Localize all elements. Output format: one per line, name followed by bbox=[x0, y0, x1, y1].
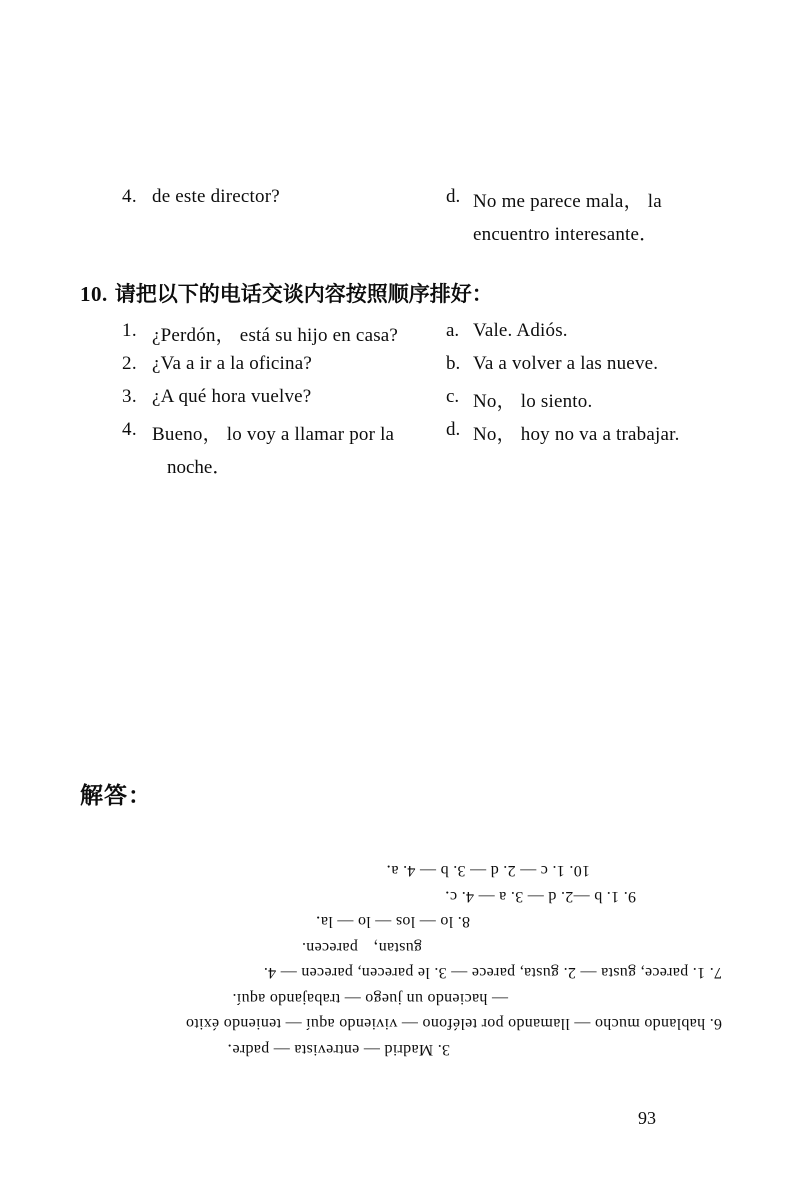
answer-letter: d. bbox=[446, 419, 461, 440]
answer-key-line: — haciendo un juego — trabajando aquí. bbox=[232, 990, 508, 1007]
answer-text-continuation: encuentro interesante． bbox=[473, 224, 659, 245]
question-text: Bueno， lo voy a llamar por la bbox=[152, 424, 395, 445]
table-row bbox=[0, 320, 798, 353]
page-number: 93 bbox=[638, 1108, 656, 1128]
answer-text: Va a volver a las nueve. bbox=[473, 353, 659, 374]
answer-key-block bbox=[60, 812, 740, 1062]
answers-heading: 解答： bbox=[80, 783, 152, 809]
question-number: 1. bbox=[122, 320, 138, 341]
question-text: ¿A qué hora vuelve? bbox=[152, 386, 312, 407]
continued-exercise-block bbox=[0, 186, 798, 252]
answer-key-line: 8. lo — los — lo — la． bbox=[304, 913, 470, 931]
exercise-number: 10. bbox=[80, 282, 108, 306]
question-text: ¿Perdón， está su hijo en casa? bbox=[152, 325, 399, 346]
answer-letter: b. bbox=[446, 353, 461, 374]
answer-text: No me parece mala， la bbox=[473, 191, 662, 212]
answer-key-line: 7. 1. parece, gusta — 2. gusta, parece — 3. le parecen, parecen — 4. bbox=[263, 964, 722, 982]
table-row bbox=[0, 419, 798, 452]
answer-key-line: 3. Madrid — entrevista — padre． bbox=[215, 1041, 450, 1058]
exercise-10-list bbox=[0, 320, 798, 485]
question-number: 3. bbox=[122, 386, 138, 407]
answer-key-line: 9. 1. b —2. d — 3. a — 4. c． bbox=[433, 888, 636, 905]
table-row bbox=[0, 353, 798, 386]
table-row bbox=[0, 386, 798, 419]
question-text: ¿Va a ir a la oficina? bbox=[152, 353, 312, 374]
answer-letter: d. bbox=[446, 186, 461, 207]
exercise-instruction-chinese: 请把以下的电话交谈内容按照顺序排好： bbox=[114, 282, 493, 306]
question-number: 4. bbox=[122, 419, 138, 440]
answer-key-line: gustan， parecen. bbox=[301, 939, 422, 956]
answer-text: Vale. Adiós. bbox=[473, 320, 568, 341]
question-text: de este director? bbox=[152, 186, 280, 207]
question-number: 2. bbox=[122, 353, 138, 374]
answer-text: No， hoy no va a trabajar. bbox=[473, 424, 680, 445]
matching-row bbox=[0, 186, 798, 219]
question-number: 4. bbox=[122, 186, 138, 207]
table-row-continuation bbox=[0, 452, 798, 485]
matching-row-continuation bbox=[0, 219, 798, 252]
answer-key-line: 6. hablando mucho — llamando por teléfono — viviendo aquí — teniendo éxito bbox=[185, 1015, 722, 1033]
answer-letter: a. bbox=[446, 320, 460, 341]
question-text-continuation: noche． bbox=[167, 457, 232, 478]
answer-text: No， lo siento. bbox=[473, 391, 593, 412]
answer-key-line: 10. 1. c — 2. d — 3. b — 4. a． bbox=[374, 862, 590, 880]
exercise-10-heading bbox=[80, 278, 493, 308]
answer-letter: c. bbox=[446, 386, 460, 407]
